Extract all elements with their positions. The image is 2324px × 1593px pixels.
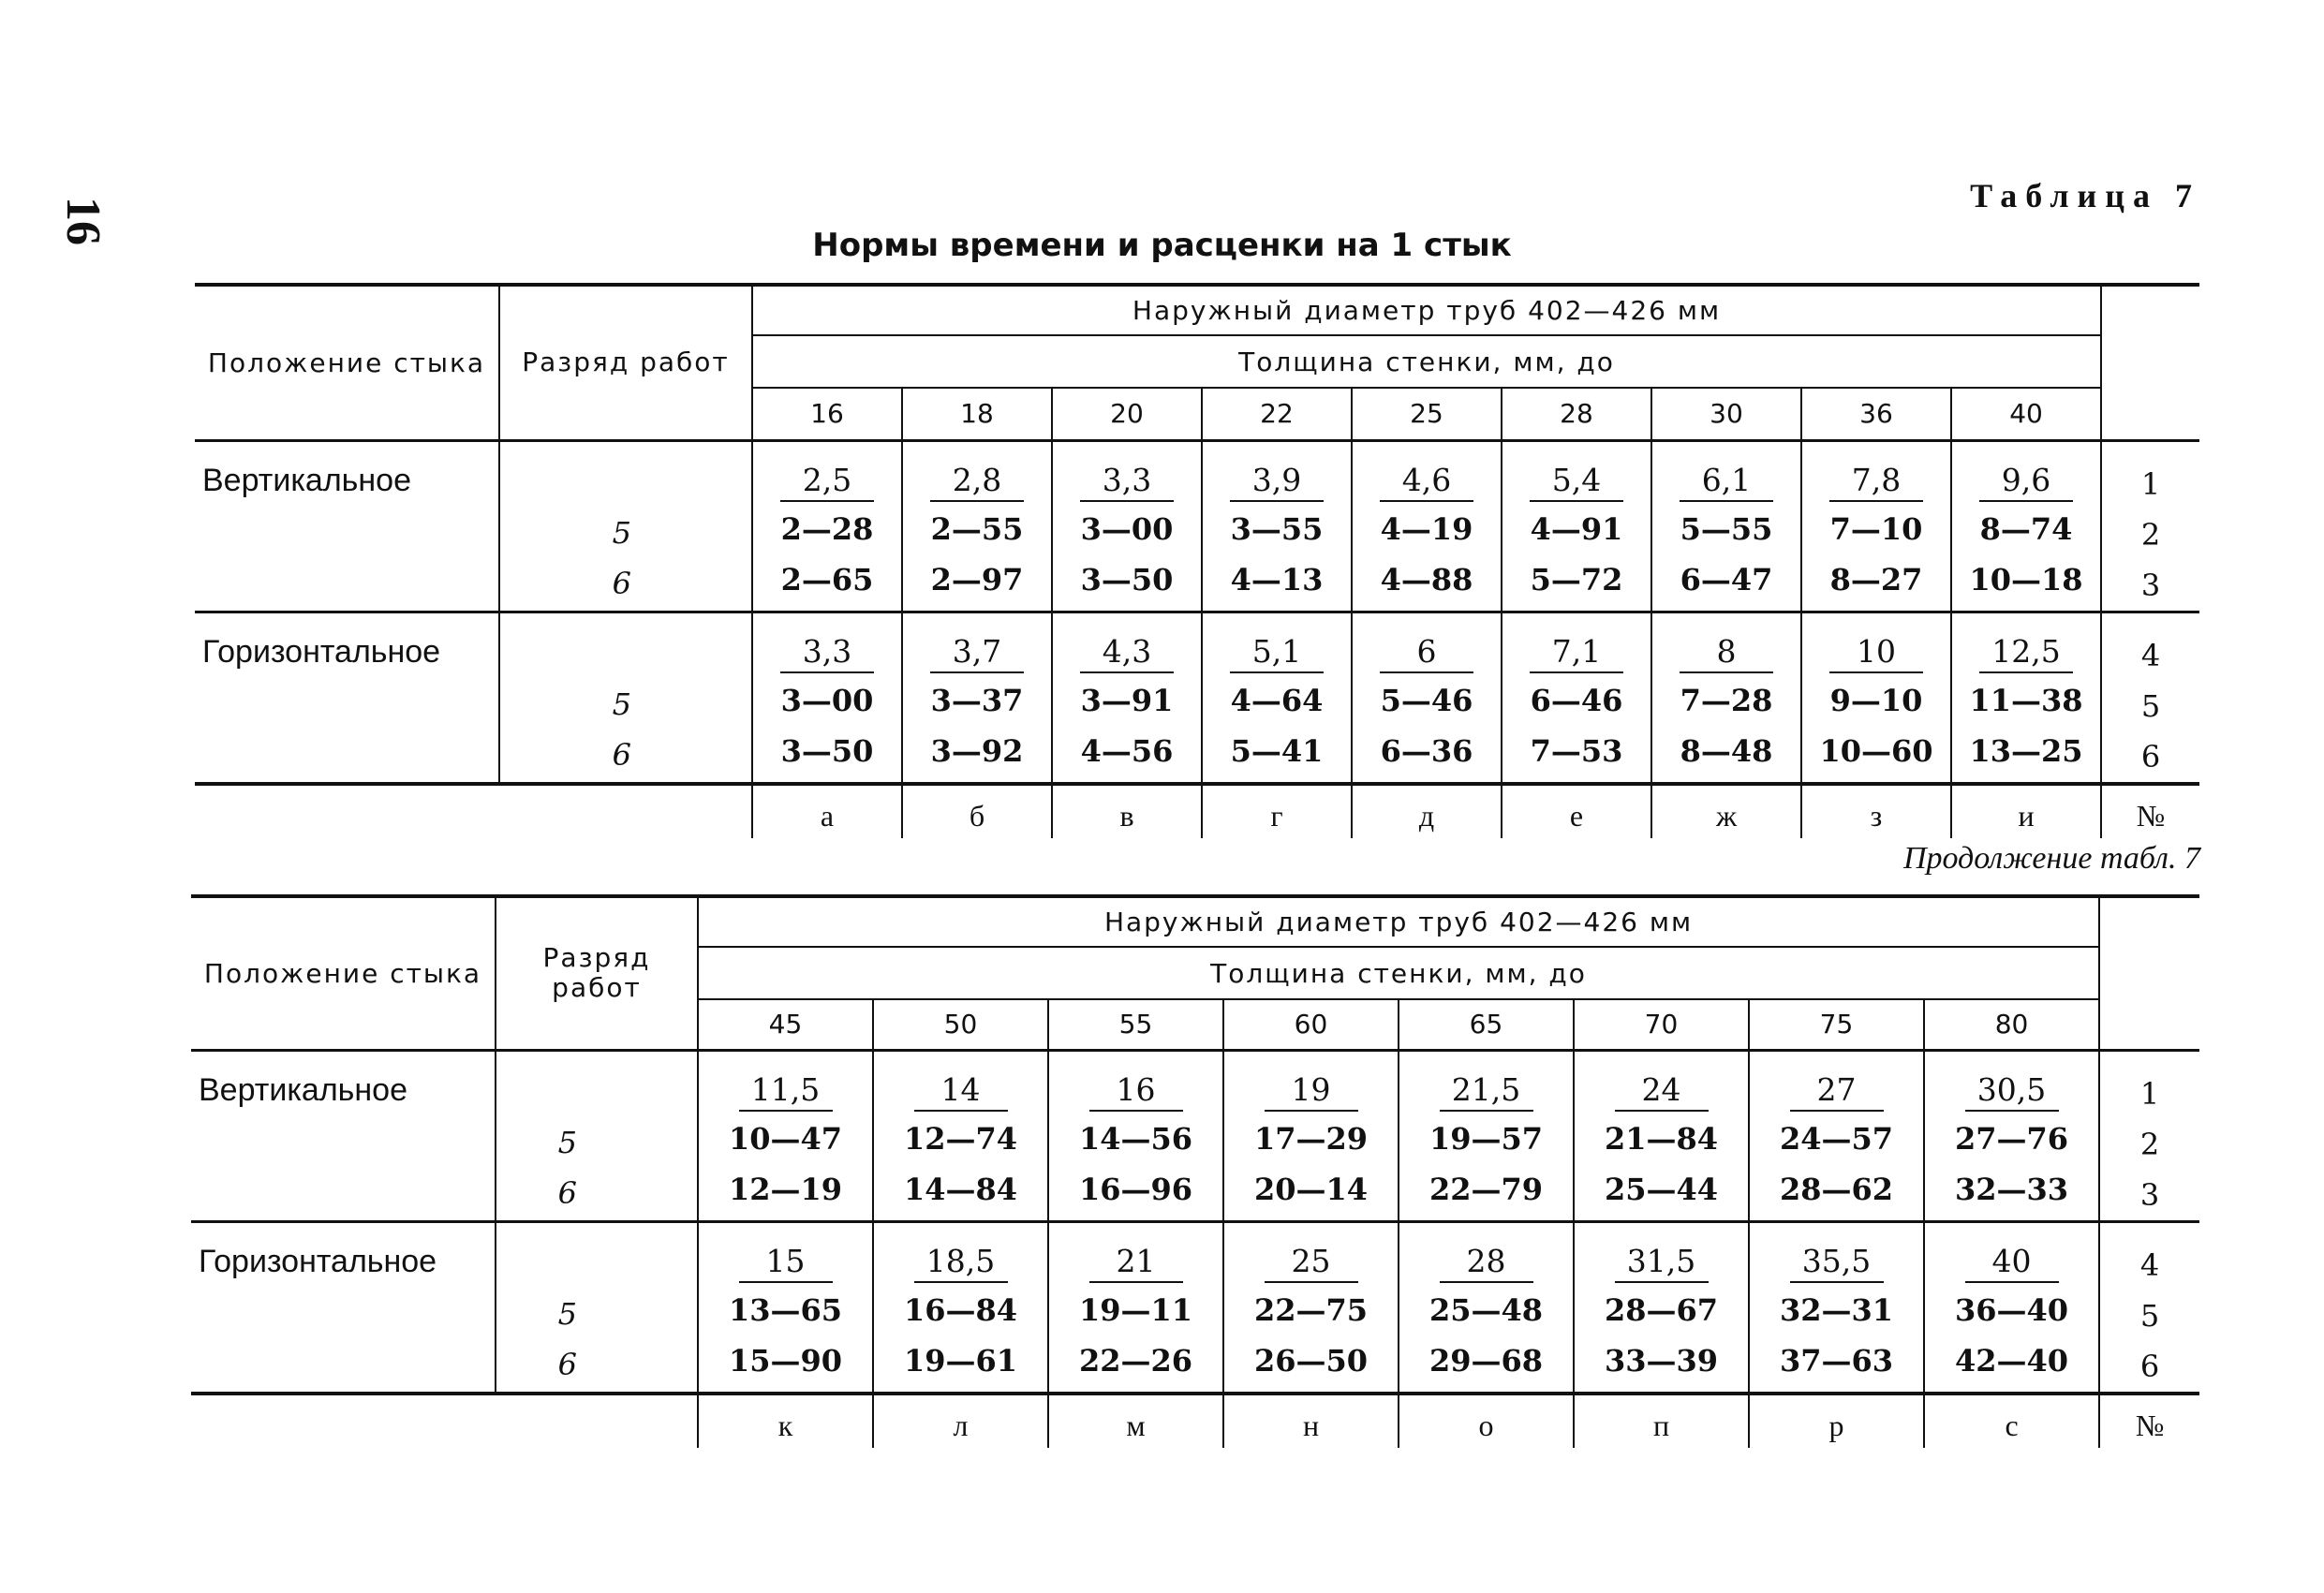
time-norm: 15 [739, 1242, 833, 1283]
column-letter: м [1048, 1394, 1223, 1448]
rate-grade-6: 3—92 [930, 732, 1024, 769]
rate-grade-5: 11—38 [1969, 682, 2083, 718]
time-norm: 3,9 [1230, 461, 1324, 502]
row-number: 3 [2139, 1176, 2160, 1213]
rate-grade-6: 15—90 [728, 1342, 843, 1379]
rate-grade-5: 7—28 [1680, 682, 1773, 718]
grade-header: Разряд работ [499, 285, 752, 440]
row-number: 2 [2140, 516, 2161, 553]
row-number: 5 [2140, 687, 2161, 724]
continuation-label: Продолжение табл. 7 [1902, 841, 2200, 876]
rate-grade-5: 5—46 [1380, 682, 1473, 718]
time-norm: 18,5 [914, 1242, 1008, 1283]
rate-grade-6: 20—14 [1253, 1171, 1369, 1207]
norm-rate-cell [1924, 1221, 2099, 1394]
grade-cell [496, 1221, 698, 1394]
time-norm: 12,5 [1979, 632, 2073, 673]
position-name: Горизонтальное [199, 1243, 437, 1279]
norm-rate-cell [1924, 1050, 2099, 1221]
norm-rate-cell [698, 1050, 873, 1221]
row-number: 6 [2140, 738, 2161, 774]
rate-grade-5: 6—46 [1530, 682, 1623, 718]
time-norm: 6,1 [1680, 461, 1773, 502]
row-number-cell [2099, 1221, 2199, 1394]
rate-grade-5: 3—37 [930, 682, 1024, 718]
rate-grade-5: 25—48 [1428, 1291, 1544, 1328]
rate-grade-5: 2—28 [780, 510, 874, 547]
norm-rate-cell [1651, 612, 1801, 784]
column-letter: п [1574, 1394, 1749, 1448]
rate-grade-5: 36—40 [1955, 1291, 2069, 1328]
rate-grade-6: 37—63 [1779, 1342, 1894, 1379]
column-letter: д [1352, 784, 1502, 838]
time-norm: 31,5 [1615, 1242, 1709, 1283]
column-letter: о [1399, 1394, 1574, 1448]
norm-rate-cell [752, 612, 902, 784]
column-letter: и [1951, 784, 2101, 838]
column-letter: в [1052, 784, 1202, 838]
time-norm: 11,5 [739, 1070, 833, 1112]
number-sign: № [2101, 784, 2199, 838]
rate-grade-5: 4—64 [1230, 682, 1324, 718]
rate-grade-5: 16—84 [903, 1291, 1018, 1328]
grade-value: 5 [612, 686, 631, 722]
letters-spacer [195, 784, 752, 838]
rate-grade-6: 29—68 [1428, 1342, 1544, 1379]
time-norm: 19 [1265, 1070, 1358, 1112]
row-number-header [2099, 896, 2199, 1050]
rate-grade-6: 6—47 [1680, 561, 1773, 597]
norm-rate-cell [1574, 1221, 1749, 1394]
norm-rate-cell [1399, 1050, 1574, 1221]
grade-value: 6 [557, 1174, 577, 1211]
time-norm: 4,3 [1080, 632, 1174, 673]
rate-grade-6: 13—25 [1969, 732, 2083, 769]
grade-value: 5 [557, 1295, 577, 1332]
norm-rate-cell [1223, 1050, 1399, 1221]
thickness-value: 28 [1502, 388, 1651, 440]
diameter-header: Наружный диаметр труб 402—426 мм [752, 285, 2101, 335]
row-number: 4 [2140, 637, 2161, 673]
norm-rate-cell [1352, 612, 1502, 784]
thickness-value: 80 [1924, 999, 2099, 1050]
grade-cell [496, 1050, 698, 1221]
thickness-value: 16 [752, 388, 902, 440]
grade-value: 6 [557, 1346, 577, 1382]
rate-grade-6: 2—97 [930, 561, 1024, 597]
row-number-cell [2099, 1050, 2199, 1221]
position-cell [191, 1050, 496, 1221]
time-norm: 40 [1965, 1242, 2059, 1283]
rate-grade-6: 22—79 [1428, 1171, 1544, 1207]
rate-grade-5: 19—11 [1078, 1291, 1193, 1328]
rate-grade-5: 13—65 [728, 1291, 843, 1328]
thickness-value: 70 [1574, 999, 1749, 1050]
row-number: 5 [2139, 1297, 2160, 1334]
time-norm: 14 [914, 1070, 1008, 1112]
thickness-value: 50 [873, 999, 1048, 1050]
rate-grade-6: 10—60 [1819, 732, 1933, 769]
time-norm: 6 [1380, 632, 1473, 673]
thickness-value: 25 [1352, 388, 1502, 440]
rate-grade-5: 17—29 [1253, 1120, 1369, 1157]
time-norm: 5,1 [1230, 632, 1324, 673]
norm-rate-cell [1352, 440, 1502, 612]
rate-grade-6: 22—26 [1078, 1342, 1193, 1379]
position-header: Положение стыка [191, 896, 496, 1050]
norm-rate-cell [1202, 440, 1352, 612]
time-norm: 30,5 [1965, 1070, 2059, 1112]
thickness-value: 75 [1749, 999, 1924, 1050]
column-letter: л [873, 1394, 1048, 1448]
rate-grade-5: 12—74 [903, 1120, 1018, 1157]
time-norm: 7,1 [1530, 632, 1623, 673]
column-letter: р [1749, 1394, 1924, 1448]
position-name: Вертикальное [199, 1071, 407, 1108]
thickness-value: 36 [1801, 388, 1951, 440]
position-cell [195, 440, 499, 612]
norm-rate-cell [1749, 1050, 1924, 1221]
rate-grade-6: 16—96 [1078, 1171, 1193, 1207]
rate-grade-5: 21—84 [1604, 1120, 1719, 1157]
rate-grade-6: 42—40 [1955, 1342, 2069, 1379]
rate-grade-5: 5—55 [1680, 510, 1773, 547]
thickness-value: 18 [902, 388, 1052, 440]
rate-grade-6: 8—27 [1829, 561, 1923, 597]
column-letter: н [1223, 1394, 1399, 1448]
rate-grade-5: 3—00 [780, 682, 874, 718]
norm-rate-cell [698, 1221, 873, 1394]
norm-rate-cell [1749, 1221, 1924, 1394]
grade-value: 5 [557, 1124, 577, 1160]
time-norm: 8 [1680, 632, 1773, 673]
time-norm: 5,4 [1530, 461, 1623, 502]
time-norm: 7,8 [1829, 461, 1923, 502]
rate-grade-6: 4—88 [1380, 561, 1473, 597]
rate-grade-5: 9—10 [1829, 682, 1923, 718]
norm-rate-cell [1651, 440, 1801, 612]
norm-rate-cell [1202, 612, 1352, 784]
column-letter: б [902, 784, 1052, 838]
row-number: 6 [2139, 1348, 2160, 1384]
thickness-value: 55 [1048, 999, 1223, 1050]
column-letter: к [698, 1394, 873, 1448]
rate-grade-6: 3—50 [780, 732, 874, 769]
rate-grade-6: 32—33 [1955, 1171, 2069, 1207]
position-name: Горизонтальное [202, 633, 441, 670]
column-letter: с [1924, 1394, 2099, 1448]
grade-value: 6 [612, 736, 631, 773]
table-title: Нормы времени и расценки на 1 стык [812, 227, 1512, 264]
thickness-header: Толщина стенки, мм, до [698, 947, 2099, 999]
thickness-header: Толщина стенки, мм, до [752, 335, 2101, 388]
norm-rate-cell [1399, 1221, 1574, 1394]
rate-grade-5: 14—56 [1078, 1120, 1193, 1157]
norm-rate-cell [1502, 440, 1651, 612]
norm-rate-cell [1052, 612, 1202, 784]
rate-grade-6: 8—48 [1680, 732, 1773, 769]
row-number: 2 [2139, 1126, 2160, 1162]
grade-cell [499, 612, 752, 784]
rate-grade-6: 10—18 [1969, 561, 2083, 597]
rate-grade-6: 4—56 [1080, 732, 1174, 769]
row-number: 1 [2140, 465, 2161, 502]
column-letter: з [1801, 784, 1951, 838]
rate-grade-6: 5—72 [1530, 561, 1623, 597]
time-norm: 3,7 [930, 632, 1024, 673]
table-label: Таблица 7 [1970, 177, 2200, 214]
position-name: Вертикальное [202, 462, 411, 498]
row-number: 3 [2140, 567, 2161, 603]
rate-grade-5: 3—00 [1080, 510, 1174, 547]
rate-grade-6: 5—41 [1230, 732, 1324, 769]
norm-rate-cell [1574, 1050, 1749, 1221]
time-norm: 10 [1829, 632, 1923, 673]
row-number-cell [2101, 612, 2199, 784]
rate-grade-6: 25—44 [1604, 1171, 1719, 1207]
position-header: Положение стыка [195, 285, 499, 440]
rate-grade-5: 3—91 [1080, 682, 1174, 718]
norm-rate-cell [1801, 612, 1951, 784]
diameter-header: Наружный диаметр труб 402—426 мм [698, 896, 2099, 947]
time-norm: 2,5 [780, 461, 874, 502]
row-number-header [2101, 285, 2199, 440]
thickness-value: 22 [1202, 388, 1352, 440]
rate-grade-5: 4—19 [1380, 510, 1473, 547]
rate-grade-6: 12—19 [728, 1171, 843, 1207]
rate-grade-5: 28—67 [1604, 1291, 1719, 1328]
thickness-value: 60 [1223, 999, 1399, 1050]
time-norm: 4,6 [1380, 461, 1473, 502]
rate-grade-6: 6—36 [1380, 732, 1473, 769]
time-norm: 25 [1265, 1242, 1358, 1283]
rate-grade-6: 33—39 [1604, 1342, 1719, 1379]
position-cell [195, 612, 499, 784]
column-letter: а [752, 784, 902, 838]
rate-grade-6: 26—50 [1253, 1342, 1369, 1379]
page-number: 16 [56, 197, 110, 245]
rate-grade-6: 4—13 [1230, 561, 1324, 597]
rate-grade-6: 19—61 [903, 1342, 1018, 1379]
row-number: 1 [2139, 1075, 2160, 1112]
number-sign: № [2099, 1394, 2199, 1448]
norm-rate-cell [1052, 440, 1202, 612]
letters-spacer [191, 1394, 698, 1448]
norm-rate-cell [1048, 1050, 1223, 1221]
rate-grade-5: 4—91 [1530, 510, 1623, 547]
rate-grade-5: 24—57 [1779, 1120, 1894, 1157]
column-letter: ж [1651, 784, 1801, 838]
time-norm: 2,8 [930, 461, 1024, 502]
rate-grade-6: 7—53 [1530, 732, 1623, 769]
norms-table-2 [191, 894, 2199, 1448]
time-norm: 28 [1440, 1242, 1533, 1283]
row-number-cell [2101, 440, 2199, 612]
norm-rate-cell [752, 440, 902, 612]
rate-grade-5: 8—74 [1979, 510, 2073, 547]
norm-rate-cell [902, 612, 1052, 784]
grade-header: Разряд работ [496, 896, 698, 1050]
thickness-value: 65 [1399, 999, 1574, 1050]
rate-grade-6: 3—50 [1080, 561, 1174, 597]
position-cell [191, 1221, 496, 1394]
time-norm: 16 [1089, 1070, 1183, 1112]
norm-rate-cell [1048, 1221, 1223, 1394]
rate-grade-5: 19—57 [1428, 1120, 1544, 1157]
time-norm: 35,5 [1790, 1242, 1884, 1283]
rate-grade-5: 7—10 [1829, 510, 1923, 547]
time-norm: 21 [1089, 1242, 1183, 1283]
column-letter: е [1502, 784, 1651, 838]
time-norm: 3,3 [780, 632, 874, 673]
norm-rate-cell [1223, 1221, 1399, 1394]
column-letter: г [1202, 784, 1352, 838]
row-number: 4 [2139, 1246, 2160, 1283]
rate-grade-5: 27—76 [1955, 1120, 2069, 1157]
norms-table-1 [195, 283, 2199, 838]
grade-value: 6 [612, 565, 631, 601]
grade-value: 5 [612, 514, 631, 551]
norm-rate-cell [873, 1050, 1048, 1221]
thickness-value: 45 [698, 999, 873, 1050]
grade-cell [499, 440, 752, 612]
rate-grade-5: 10—47 [728, 1120, 843, 1157]
time-norm: 24 [1615, 1070, 1709, 1112]
rate-grade-5: 22—75 [1253, 1291, 1369, 1328]
norm-rate-cell [1951, 440, 2101, 612]
thickness-value: 30 [1651, 388, 1801, 440]
rate-grade-6: 14—84 [903, 1171, 1018, 1207]
thickness-value: 20 [1052, 388, 1202, 440]
norm-rate-cell [873, 1221, 1048, 1394]
norm-rate-cell [1801, 440, 1951, 612]
rate-grade-5: 2—55 [930, 510, 1024, 547]
time-norm: 9,6 [1979, 461, 2073, 502]
rate-grade-6: 28—62 [1779, 1171, 1894, 1207]
time-norm: 27 [1790, 1070, 1884, 1112]
time-norm: 21,5 [1440, 1070, 1533, 1112]
thickness-value: 40 [1951, 388, 2101, 440]
time-norm: 3,3 [1080, 461, 1174, 502]
rate-grade-5: 32—31 [1779, 1291, 1894, 1328]
rate-grade-6: 2—65 [780, 561, 874, 597]
norm-rate-cell [1502, 612, 1651, 784]
norm-rate-cell [902, 440, 1052, 612]
rate-grade-5: 3—55 [1230, 510, 1324, 547]
norm-rate-cell [1951, 612, 2101, 784]
